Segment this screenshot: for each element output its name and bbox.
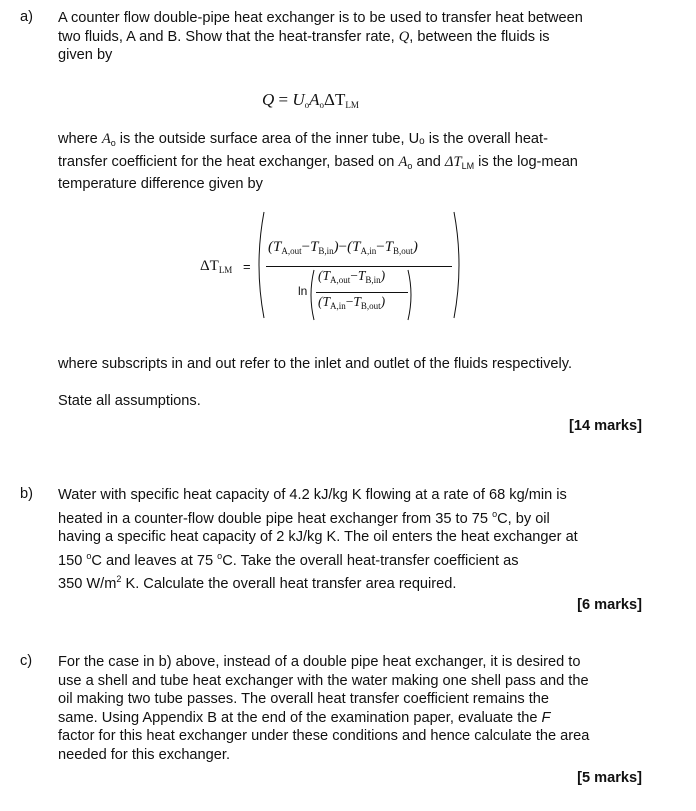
F-factor: F [541, 709, 551, 726]
part-a-marks: [14 marks] [568, 418, 642, 434]
num-minus-mid: − [338, 239, 348, 255]
part-a-intro-line3: given by [58, 47, 113, 63]
assumptions-note: State all assumptions. [58, 393, 201, 409]
part-c-line1: For the case in b) above, instead of a double pipe heat exchanger, it is desired to [58, 654, 581, 670]
eq-U: U [292, 90, 305, 109]
part-b-line1: Water with specific heat capacity of 4.2 kJ/kg K flowing at a rate of 68 kg/min is [58, 487, 567, 503]
ln-den-T4: T [353, 294, 361, 309]
part-c-line3: oil making two tube passes. The overall heat transfer coefficient remains the [58, 691, 550, 707]
num-T4: T [384, 239, 394, 255]
lmtd-lhs-sub: LM [218, 265, 233, 275]
where1-post: is the outside surface area of the inner tube, Uₒ is the overall heat- [115, 131, 548, 147]
part-a-intro-line2 [58, 28, 648, 47]
part-b-line4-pre: 150 [58, 552, 87, 569]
part-c-marks: [5 marks] [577, 770, 642, 786]
part-a-intro-line2-pre: two fluids, A and B. Show that the heat-transfer rate, [58, 28, 399, 45]
where1-A-sub: o [110, 138, 116, 148]
var-Q: Q [398, 28, 410, 45]
part-c-line6: needed for this exchanger. [58, 746, 231, 763]
where2-delta-T-sub: LM [461, 160, 475, 171]
lmtd-main-fraction-line [266, 266, 452, 267]
ln-den-T3: T [322, 294, 331, 309]
part-a-where-line3: temperature difference given by [58, 176, 263, 192]
part-b-line5-post: K. Calculate the overall heat transfer area required. [121, 576, 457, 592]
num-T1-sub: A,out [281, 246, 302, 256]
degree-sign: o [86, 550, 92, 561]
where2-mid: and [412, 153, 445, 170]
part-b-label: b) [20, 486, 33, 502]
part-a-intro-line1: A counter flow double-pipe heat exchanger is to be used to transfer heat between [58, 10, 583, 26]
num-T3-sub: A,in [360, 246, 377, 256]
ln-den-T3-sub: A,in [330, 301, 346, 311]
eq-delta-T: ΔT [324, 90, 346, 109]
ln-num-T2-sub: B,in [365, 275, 381, 285]
lmtd-equals: = [243, 259, 251, 274]
where2-post: is the log-mean [474, 153, 578, 170]
where1-pre: where [58, 131, 102, 147]
ln-num-T1-sub: A,out [330, 275, 351, 285]
ln-num-T2: T [357, 268, 366, 283]
ln-den-T4-sub: B,out [360, 301, 381, 311]
part-b-line4-post: C. Take the overall heat-transfer coefficient as [222, 552, 519, 569]
part-c-line2: use a shell and tube heat exchanger with the water making one shell pass and the [58, 672, 589, 689]
where2-pre: transfer coefficient for the heat exchanger, based on [58, 153, 399, 170]
part-c-line4-pre: same. Using Appendix B at the end of the examination paper, evaluate the [58, 709, 542, 726]
part-c-line4 [58, 709, 648, 728]
part-a-where [58, 130, 648, 194]
ln-fraction-line [316, 292, 408, 293]
subscripts-note: where subscripts in and out refer to the inlet and outlet of the fluids respectively. [58, 356, 573, 372]
part-a-where-line2 [58, 153, 648, 176]
eq-equals: = [274, 90, 293, 109]
part-b-line3: having a specific heat capacity of 2 kJ/kg K. The oil enters the heat exchanger at [58, 529, 578, 545]
part-a-intro [58, 9, 648, 65]
eq-A-sub: o [319, 100, 325, 110]
lmtd-lhs [200, 258, 232, 275]
num-minus2: − [376, 239, 385, 255]
eq-U-sub: o [304, 100, 310, 110]
num-T2: T [310, 239, 319, 255]
part-a-where-line1 [58, 130, 648, 153]
lmtd-numerator: $(T_{A,out}-T_{B,in})-(T_{A,in}-T_{B,out})$ [268, 239, 418, 256]
ln-denominator: $(T_{A,in}-T_{B,out})$ [318, 294, 386, 311]
lmtd-lhs-delta-T: ΔT [200, 258, 219, 274]
part-b-marks: [6 marks] [577, 597, 642, 613]
part-c-line5: factor for this heat exchanger under these conditions and hence calculate the area [58, 728, 590, 744]
eq-delta-T-sub: LM [345, 100, 359, 110]
part-b-line4-mid: C and leaves at 75 [91, 552, 218, 569]
ln-den-minus: − [345, 294, 354, 309]
ln-label: ln [298, 284, 308, 298]
where2-A-sub: o [407, 160, 413, 171]
eq-A: A [309, 90, 320, 109]
part-c-label: c) [20, 653, 33, 669]
lmtd-formula [200, 208, 480, 323]
part-a-label: a) [20, 9, 33, 25]
part-b-line5 [58, 570, 648, 594]
num-T1: T [273, 239, 282, 255]
part-a-intro-line2-post: , between the fluids is [409, 28, 550, 45]
heat-rate-equation [262, 90, 359, 110]
num-T3: T [352, 239, 361, 255]
degree-sign: o [492, 508, 498, 519]
part-c-text [58, 653, 648, 764]
part-b-line5-pre: 350 W/m [58, 576, 117, 592]
squared-sup: 2 [116, 574, 122, 584]
part-b-line2 [58, 505, 648, 529]
where1-A: A [101, 131, 111, 147]
eq-Q: Q [262, 90, 275, 109]
num-minus1: − [301, 239, 311, 255]
where2-A: A [398, 153, 408, 170]
degree-sign: o [217, 550, 223, 561]
num-T2-sub: B,in [318, 246, 334, 256]
part-b-text [58, 486, 648, 594]
ln-num-minus: − [350, 268, 358, 283]
num-T4-sub: B,out [393, 246, 413, 256]
ln-num-T1: T [322, 268, 331, 283]
part-b-line4 [58, 547, 648, 571]
ln-numerator: $(T_{A,out}-T_{B,in})$ [318, 268, 386, 285]
where2-delta-T: ΔT [444, 153, 462, 170]
part-b-line2-pre: heated in a counter-flow double pipe heat exchanger from 35 to 75 [58, 510, 493, 527]
part-b-line2-post: C, by oil [497, 510, 550, 527]
